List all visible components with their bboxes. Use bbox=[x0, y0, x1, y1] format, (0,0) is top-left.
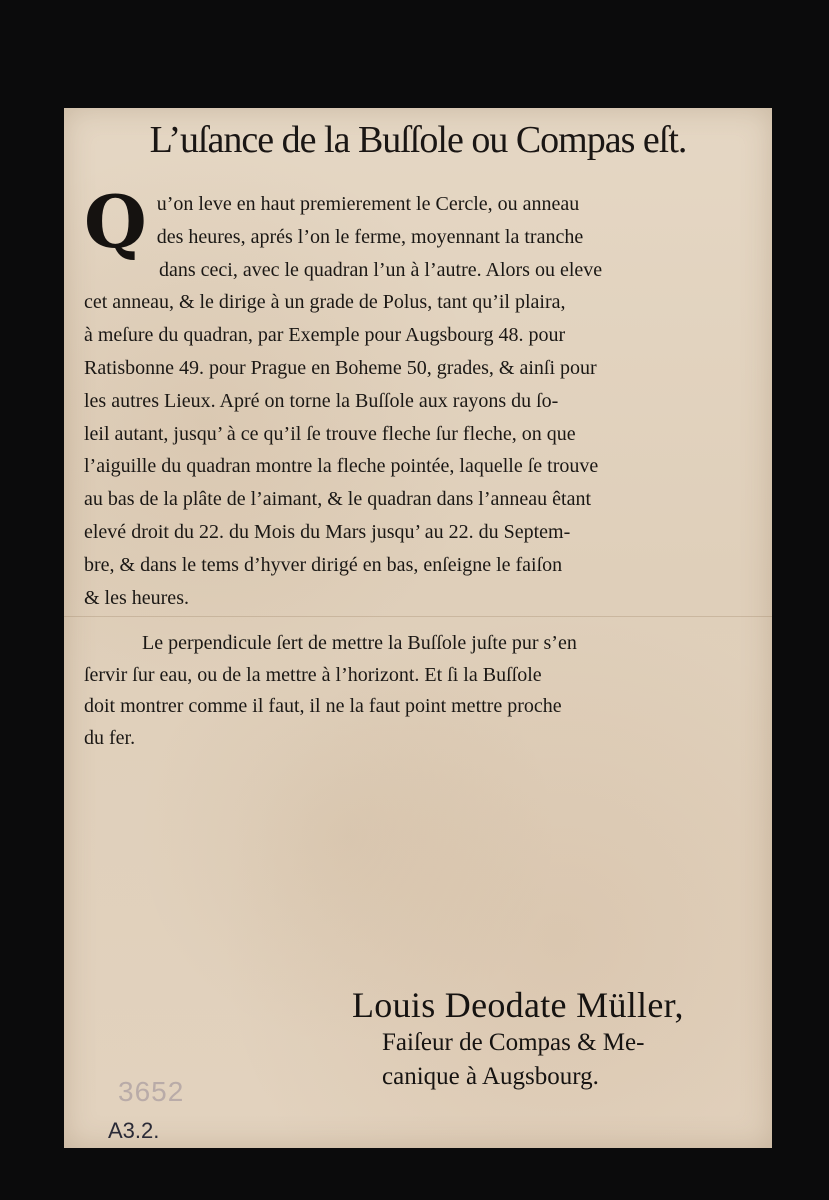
maker-location: canique à Augsbourg. bbox=[382, 1063, 599, 1090]
drop-cap: Q bbox=[84, 179, 147, 264]
signature-block bbox=[352, 984, 772, 1094]
paragraph-usage bbox=[84, 179, 764, 614]
text-line: à meſure du quadran, par Exemple pour Augsbourg 48. pour bbox=[84, 324, 566, 347]
text-line: cet anneau, & le dirige à un grade de Polus, tant qu’il plaira, bbox=[84, 291, 566, 314]
text-line: ſervir ſur eau, ou de la mettre à l’horizont. Et ſi la Buſſole bbox=[84, 663, 542, 686]
catalog-mark: A3.2. bbox=[108, 1118, 160, 1143]
maker-name: Louis Deodate Müller, bbox=[352, 985, 684, 1025]
text-line: au bas de la plâte de l’aimant, & le quadran dans l’anneau êtant bbox=[84, 488, 592, 511]
maker-title: Faiſeur de Compas & Me- bbox=[382, 1029, 645, 1056]
text-line: dans ceci, avec le quadran l’un à l’autre. Alors ou eleve bbox=[159, 258, 603, 281]
text-line: & les heures. bbox=[84, 586, 189, 609]
text-line: Ratisbonne 49. pour Prague en Boheme 50, grades, & ainſi pour bbox=[84, 356, 597, 379]
fold-line bbox=[64, 616, 772, 617]
text-line: leil autant, jusqu’ à ce qu’il ſe trouve fleche ſur fleche, on que bbox=[84, 422, 576, 445]
paragraph-perpendicule bbox=[84, 628, 764, 754]
text-line: les autres Lieux. Apré on torne la Buſſole aux rayons du ſo- bbox=[84, 389, 559, 412]
text-line: doit montrer comme il faut, il ne la faut point mettre proche bbox=[84, 695, 562, 717]
document-title: L’uſance de la Buſſole ou Compas eſt. bbox=[149, 119, 687, 161]
text-line: des heures, aprés l’on le ferme, moyennant la tranche bbox=[156, 225, 584, 248]
text-line: elevé droit du 22. du Mois du Mars jusqu’ au 22. du Septem- bbox=[84, 520, 571, 543]
text-line: l’aiguille du quadran montre la fleche pointée, laquelle ſe trouve bbox=[84, 455, 599, 478]
text-line: du fer. bbox=[84, 726, 136, 749]
text-line: u’on leve en haut premierement le Cercle, ou anneau bbox=[156, 193, 580, 215]
document-page bbox=[64, 108, 772, 1148]
text-line: Le perpendicule ſert de mettre la Buſſole juſte pur s’en bbox=[142, 632, 577, 654]
text-line: bre, & dans le tems d’hyver dirigé en bas, enſeigne le faiſon bbox=[84, 553, 563, 576]
faint-stamp-number: 3652 bbox=[118, 1076, 185, 1107]
